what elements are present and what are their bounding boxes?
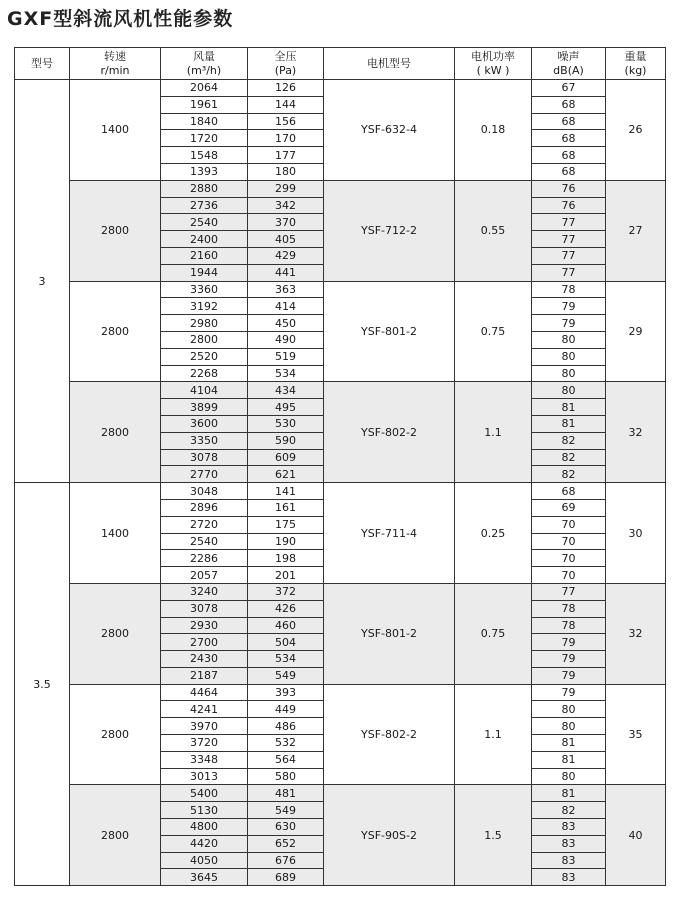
noise-cell: 69 xyxy=(532,499,606,516)
table-row xyxy=(15,684,666,701)
pressure-cell: 504 xyxy=(248,634,324,651)
weight-cell: 35 xyxy=(606,684,666,785)
noise-cell: 80 xyxy=(532,331,606,348)
table-row xyxy=(15,583,666,600)
noise-cell: 81 xyxy=(532,785,606,802)
airflow-cell: 3078 xyxy=(161,600,248,617)
pressure-cell: 580 xyxy=(248,768,324,785)
airflow-cell: 2540 xyxy=(161,533,248,550)
pressure-cell: 370 xyxy=(248,214,324,231)
noise-cell: 68 xyxy=(532,483,606,500)
pressure-cell: 441 xyxy=(248,264,324,281)
noise-cell: 70 xyxy=(532,516,606,533)
pressure-cell: 180 xyxy=(248,163,324,180)
header-speed: 转速 r/min xyxy=(70,48,161,80)
power-cell: 0.55 xyxy=(455,180,532,281)
pressure-cell: 549 xyxy=(248,667,324,684)
pressure-cell: 652 xyxy=(248,835,324,852)
pressure-cell: 429 xyxy=(248,247,324,264)
pressure-cell: 530 xyxy=(248,415,324,432)
weight-cell: 32 xyxy=(606,583,666,684)
airflow-cell: 2187 xyxy=(161,667,248,684)
header-noise: 噪声 dB(A) xyxy=(532,48,606,80)
airflow-cell: 2057 xyxy=(161,567,248,584)
motor-cell: YSF-712-2 xyxy=(324,180,455,281)
pressure-cell: 590 xyxy=(248,432,324,449)
motor-cell: YSF-801-2 xyxy=(324,583,455,684)
pressure-cell: 126 xyxy=(248,80,324,97)
airflow-cell: 3048 xyxy=(161,483,248,500)
noise-cell: 70 xyxy=(532,567,606,584)
airflow-cell: 2286 xyxy=(161,550,248,567)
motor-cell: YSF-801-2 xyxy=(324,281,455,382)
weight-cell: 26 xyxy=(606,80,666,181)
airflow-cell: 3192 xyxy=(161,298,248,315)
airflow-cell: 3348 xyxy=(161,751,248,768)
speed-cell: 2800 xyxy=(70,281,161,382)
speed-cell: 2800 xyxy=(70,382,161,483)
noise-cell: 80 xyxy=(532,365,606,382)
noise-cell: 79 xyxy=(532,684,606,701)
airflow-cell: 2700 xyxy=(161,634,248,651)
noise-cell: 68 xyxy=(532,147,606,164)
table-row xyxy=(15,80,666,97)
noise-cell: 70 xyxy=(532,550,606,567)
header-weight: 重量 (kg) xyxy=(606,48,666,80)
airflow-cell: 4800 xyxy=(161,819,248,836)
pressure-cell: 156 xyxy=(248,113,324,130)
airflow-cell: 2540 xyxy=(161,214,248,231)
airflow-cell: 1548 xyxy=(161,147,248,164)
noise-cell: 81 xyxy=(532,399,606,416)
noise-cell: 82 xyxy=(532,466,606,483)
noise-cell: 80 xyxy=(532,768,606,785)
airflow-cell: 2980 xyxy=(161,315,248,332)
table-header xyxy=(15,48,666,80)
airflow-cell: 4104 xyxy=(161,382,248,399)
motor-cell: YSF-802-2 xyxy=(324,684,455,785)
header-airflow: 风量 (m³/h) xyxy=(161,48,248,80)
power-cell: 0.75 xyxy=(455,583,532,684)
pressure-cell: 299 xyxy=(248,180,324,197)
airflow-cell: 3970 xyxy=(161,718,248,735)
pressure-cell: 161 xyxy=(248,499,324,516)
airflow-cell: 2896 xyxy=(161,499,248,516)
airflow-cell: 2736 xyxy=(161,197,248,214)
pressure-cell: 486 xyxy=(248,718,324,735)
model-cell: 3 xyxy=(15,80,70,483)
pressure-cell: 609 xyxy=(248,449,324,466)
pressure-cell: 689 xyxy=(248,869,324,886)
header-power: 电机功率 ( kW ) xyxy=(455,48,532,80)
noise-cell: 79 xyxy=(532,634,606,651)
noise-cell: 77 xyxy=(532,264,606,281)
speed-cell: 2800 xyxy=(70,180,161,281)
airflow-cell: 1840 xyxy=(161,113,248,130)
noise-cell: 79 xyxy=(532,667,606,684)
airflow-cell: 2720 xyxy=(161,516,248,533)
pressure-cell: 490 xyxy=(248,331,324,348)
pressure-cell: 460 xyxy=(248,617,324,634)
pressure-cell: 481 xyxy=(248,785,324,802)
pressure-cell: 177 xyxy=(248,147,324,164)
airflow-cell: 4050 xyxy=(161,852,248,869)
weight-cell: 27 xyxy=(606,180,666,281)
pressure-cell: 141 xyxy=(248,483,324,500)
noise-cell: 79 xyxy=(532,298,606,315)
pressure-cell: 342 xyxy=(248,197,324,214)
speed-cell: 1400 xyxy=(70,483,161,584)
pressure-cell: 564 xyxy=(248,751,324,768)
airflow-cell: 3078 xyxy=(161,449,248,466)
noise-cell: 81 xyxy=(532,751,606,768)
noise-cell: 77 xyxy=(532,231,606,248)
performance-table xyxy=(14,47,666,886)
pressure-cell: 426 xyxy=(248,600,324,617)
pressure-cell: 405 xyxy=(248,231,324,248)
speed-cell: 1400 xyxy=(70,80,161,181)
table-row xyxy=(15,382,666,399)
airflow-cell: 4420 xyxy=(161,835,248,852)
header-motor: 电机型号 xyxy=(324,48,455,80)
noise-cell: 78 xyxy=(532,281,606,298)
noise-cell: 79 xyxy=(532,315,606,332)
noise-cell: 67 xyxy=(532,80,606,97)
airflow-cell: 2400 xyxy=(161,231,248,248)
airflow-cell: 5130 xyxy=(161,802,248,819)
page-title: GXF型斜流风机性能参数 xyxy=(7,8,234,30)
pressure-cell: 372 xyxy=(248,583,324,600)
pressure-cell: 676 xyxy=(248,852,324,869)
airflow-cell: 3360 xyxy=(161,281,248,298)
airflow-cell: 3240 xyxy=(161,583,248,600)
pressure-cell: 190 xyxy=(248,533,324,550)
motor-cell: YSF-632-4 xyxy=(324,80,455,181)
pressure-cell: 519 xyxy=(248,348,324,365)
airflow-cell: 3013 xyxy=(161,768,248,785)
noise-cell: 68 xyxy=(532,113,606,130)
pressure-cell: 198 xyxy=(248,550,324,567)
airflow-cell: 3350 xyxy=(161,432,248,449)
noise-cell: 83 xyxy=(532,835,606,852)
speed-cell: 2800 xyxy=(70,684,161,785)
motor-cell: YSF-802-2 xyxy=(324,382,455,483)
pressure-cell: 549 xyxy=(248,802,324,819)
table-row xyxy=(15,180,666,197)
noise-cell: 78 xyxy=(532,600,606,617)
power-cell: 0.25 xyxy=(455,483,532,584)
power-cell: 0.75 xyxy=(455,281,532,382)
header-pressure: 全压 (Pa) xyxy=(248,48,324,80)
airflow-cell: 1393 xyxy=(161,163,248,180)
pressure-cell: 414 xyxy=(248,298,324,315)
pressure-cell: 450 xyxy=(248,315,324,332)
airflow-cell: 2880 xyxy=(161,180,248,197)
power-cell: 1.5 xyxy=(455,785,532,886)
noise-cell: 76 xyxy=(532,180,606,197)
airflow-cell: 5400 xyxy=(161,785,248,802)
pressure-cell: 144 xyxy=(248,96,324,113)
weight-cell: 40 xyxy=(606,785,666,886)
airflow-cell: 1961 xyxy=(161,96,248,113)
noise-cell: 81 xyxy=(532,415,606,432)
noise-cell: 68 xyxy=(532,130,606,147)
airflow-cell: 2160 xyxy=(161,247,248,264)
noise-cell: 82 xyxy=(532,449,606,466)
airflow-cell: 3899 xyxy=(161,399,248,416)
noise-cell: 70 xyxy=(532,533,606,550)
noise-cell: 76 xyxy=(532,197,606,214)
airflow-cell: 3600 xyxy=(161,415,248,432)
noise-cell: 83 xyxy=(532,852,606,869)
pressure-cell: 621 xyxy=(248,466,324,483)
airflow-cell: 2930 xyxy=(161,617,248,634)
table-body xyxy=(15,80,666,886)
airflow-cell: 2268 xyxy=(161,365,248,382)
airflow-cell: 4464 xyxy=(161,684,248,701)
power-cell: 1.1 xyxy=(455,382,532,483)
noise-cell: 82 xyxy=(532,802,606,819)
pressure-cell: 534 xyxy=(248,651,324,668)
noise-cell: 80 xyxy=(532,348,606,365)
header-model: 型号 xyxy=(15,48,70,80)
pressure-cell: 393 xyxy=(248,684,324,701)
motor-cell: YSF-711-4 xyxy=(324,483,455,584)
pressure-cell: 495 xyxy=(248,399,324,416)
airflow-cell: 2800 xyxy=(161,331,248,348)
pressure-cell: 534 xyxy=(248,365,324,382)
pressure-cell: 630 xyxy=(248,819,324,836)
motor-cell: YSF-90S-2 xyxy=(324,785,455,886)
noise-cell: 78 xyxy=(532,617,606,634)
noise-cell: 68 xyxy=(532,96,606,113)
airflow-cell: 1720 xyxy=(161,130,248,147)
model-cell: 3.5 xyxy=(15,483,70,886)
weight-cell: 29 xyxy=(606,281,666,382)
noise-cell: 77 xyxy=(532,583,606,600)
airflow-cell: 2520 xyxy=(161,348,248,365)
power-cell: 0.18 xyxy=(455,80,532,181)
airflow-cell: 2064 xyxy=(161,80,248,97)
noise-cell: 80 xyxy=(532,718,606,735)
pressure-cell: 449 xyxy=(248,701,324,718)
airflow-cell: 1944 xyxy=(161,264,248,281)
table-row xyxy=(15,281,666,298)
noise-cell: 82 xyxy=(532,432,606,449)
table-row xyxy=(15,785,666,802)
pressure-cell: 201 xyxy=(248,567,324,584)
speed-cell: 2800 xyxy=(70,583,161,684)
pressure-cell: 532 xyxy=(248,735,324,752)
noise-cell: 68 xyxy=(532,163,606,180)
pressure-cell: 434 xyxy=(248,382,324,399)
pressure-cell: 363 xyxy=(248,281,324,298)
noise-cell: 81 xyxy=(532,735,606,752)
pressure-cell: 175 xyxy=(248,516,324,533)
speed-cell: 2800 xyxy=(70,785,161,886)
table-row xyxy=(15,483,666,500)
noise-cell: 77 xyxy=(532,247,606,264)
pressure-cell: 170 xyxy=(248,130,324,147)
noise-cell: 83 xyxy=(532,819,606,836)
airflow-cell: 3720 xyxy=(161,735,248,752)
noise-cell: 80 xyxy=(532,382,606,399)
power-cell: 1.1 xyxy=(455,684,532,785)
noise-cell: 83 xyxy=(532,869,606,886)
weight-cell: 30 xyxy=(606,483,666,584)
airflow-cell: 2770 xyxy=(161,466,248,483)
airflow-cell: 4241 xyxy=(161,701,248,718)
noise-cell: 79 xyxy=(532,651,606,668)
weight-cell: 32 xyxy=(606,382,666,483)
noise-cell: 77 xyxy=(532,214,606,231)
noise-cell: 80 xyxy=(532,701,606,718)
airflow-cell: 3645 xyxy=(161,869,248,886)
airflow-cell: 2430 xyxy=(161,651,248,668)
